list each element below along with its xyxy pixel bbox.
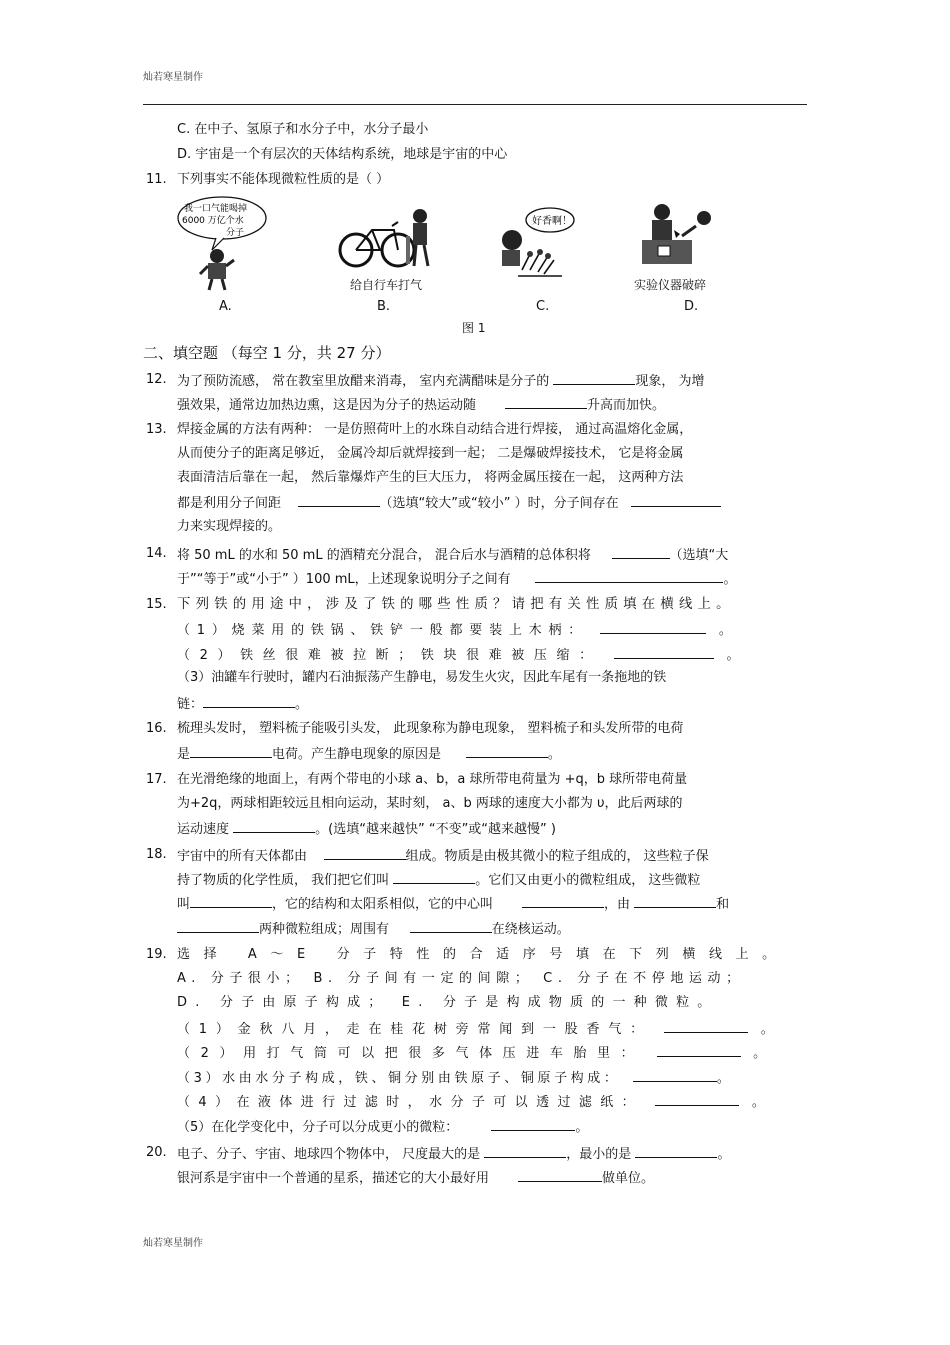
header-rule xyxy=(143,104,807,105)
q13-line4: 都是利用分子间距 （选填“较大”或“较小” ）时，分子间存在 xyxy=(177,493,721,513)
q15-line1: 下列铁的用途中，涉及了铁的哪些性质？请把有关性质填在横线上。 xyxy=(177,597,735,612)
q20-line1: 电子、分子、宇宙、地球四个物体中， 尺度最大的是 ，最小的是 。 xyxy=(177,1144,730,1164)
bubble-c-text: 好香啊！ xyxy=(532,216,572,227)
q18-number: 18. xyxy=(146,847,167,862)
figure-d-broken-equipment xyxy=(634,200,724,270)
bubble-a-line3: 分子 xyxy=(226,228,245,238)
q19-number: 19. xyxy=(146,947,167,962)
q13-line1: 焊接金属的方法有两种： 一是仿照荷叶上的水珠自动结合进行焊接， 通过高温熔化金属， xyxy=(177,422,693,437)
page-header: 灿若寒星制作 xyxy=(143,72,203,83)
q19-line7: （4）在液体进行过滤时，水分子可以透过滤纸： 。 xyxy=(177,1092,765,1112)
q19-line1: 选择 A～E 分子特性的合适序号填在下列横线上。 xyxy=(177,947,789,962)
figure-label-b: B. xyxy=(377,299,391,314)
section-title: 二、填空题 （每空 1 分，共 27 分） xyxy=(143,344,391,362)
q18-line2: 持了物质的化学性质， 我们把它们叫 。它们又由更小的微粒组成， 这些微粒 xyxy=(177,870,700,890)
q12-line2: 强效果，通常边加热边熏，这是因为分子的热运动随 升高而加快。 xyxy=(177,395,665,415)
page-footer: 灿若寒星制作 xyxy=(143,1238,203,1249)
q19-line3: D. 分子由原子构成； E. 分子是构成物质的一种微粒。 xyxy=(177,995,719,1010)
q10-option-c: C. 在中子、氢原子和水分子中，水分子最小 xyxy=(177,122,429,137)
q11-number: 11. xyxy=(146,172,167,187)
q18-line1: 宇宙中的所有天体都由 组成。物质是由极其微小的粒子组成的， 这些粒子保 xyxy=(177,846,709,866)
q12-line1: 为了预防流感， 常在教室里放醋来消毒， 室内充满醋味是分子的 现象， 为增 xyxy=(177,371,705,391)
q16-line2: 是 电荷。产生静电现象的原因是 。 xyxy=(177,744,561,764)
figure-label-d: D. xyxy=(684,299,699,314)
q16-line1: 梳理头发时， 塑料梳子能吸引头发， 此现象称为静电现象， 塑料梳子和头发所带的电荷 xyxy=(177,721,684,736)
q19-line8: （5）在化学变化中，分子可以分成更小的微粒： 。 xyxy=(177,1117,588,1137)
q14-line2: 于”“等于”或“小于” ）100 mL，上述现象说明分子之间有 。 xyxy=(177,569,736,589)
q18-line4: 两种微粒组成；周围有 在绕核运动。 xyxy=(177,919,570,939)
q19-line2: A. 分子很小； B. 分子间有一定的间隙； C. 分子在不停地运动； xyxy=(177,971,745,986)
q17-line1: 在光滑绝缘的地面上，有两个带电的小球 a、b，a 球所带电荷量为 +q，b 球所带电荷量 xyxy=(177,772,688,787)
q17-line3: 运动速度 。(选填“越来越快” “不变”或“越来越慢” ) xyxy=(177,819,556,839)
q17-line2: 为+2q，两球相距较远且相向运动，某时刻， a、b 两球的速度大小都为 υ，此后两球的 xyxy=(177,796,683,811)
bubble-a-line1: 我一口气能喝掉 xyxy=(184,204,248,214)
q19-line5: （2）用打气筒可以把很多气体压进车胎里： 。 xyxy=(177,1043,766,1063)
q13-line5: 力来实现焊接的。 xyxy=(177,519,282,534)
figure-a-boy-drinking xyxy=(172,196,272,292)
q19-line6: （3）水由水分子构成，铁、铜分别由铁原子、铜原子构成： 。 xyxy=(177,1068,730,1088)
figure-label-c: C. xyxy=(536,299,550,314)
q19-line4: （1）金秋八月，走在桂花树旁常闻到一股香气： 。 xyxy=(177,1019,774,1039)
q16-number: 16. xyxy=(146,721,167,736)
q13-line3: 表面清洁后靠在一起， 然后靠爆炸产生的巨大压力， 将两金属压接在一起， 这两种方法 xyxy=(177,470,684,485)
q15-line2: （1）烧菜用的铁锅、铁铲一般都要装上木柄： 。 xyxy=(177,620,732,640)
bubble-a-line2: 6000 万亿个水 xyxy=(182,216,244,226)
q11-stem: 下列事实不能体现微粒性质的是（ ） xyxy=(177,172,390,187)
q15-line4: （3）油罐车行驶时，罐内石油振荡产生静电，易发生火灾，因此车尾有一条拖地的铁 xyxy=(177,670,667,685)
q14-line1: 将 50 mL 的水和 50 mL 的酒精充分混合， 混合后水与酒精的总体积将 （选填“大 xyxy=(177,545,728,565)
q12-number: 12. xyxy=(146,372,167,387)
figure-c-girl-flowers xyxy=(482,204,582,284)
q15-line3: （2）铁丝很难被拉断；铁块很难被压缩： 。 xyxy=(177,645,740,665)
q20-number: 20. xyxy=(146,1145,167,1160)
figure-label-a: A. xyxy=(219,299,232,314)
q18-line3: 叫 ，它的结构和太阳系相似，它的中心叫 ，由 和 xyxy=(177,894,729,914)
q10-option-d: D. 宇宙是一个有层次的天体结构系统，地球是宇宙的中心 xyxy=(177,147,508,162)
q15-number: 15. xyxy=(146,597,167,612)
q20-line2: 银河系是宇宙中一个普通的星系，描述它的大小最好用 做单位。 xyxy=(177,1168,654,1188)
figure-b-caption: 给自行车打气 xyxy=(350,278,423,292)
q13-line2: 从而使分子的距离足够近， 金属冷却后就焊接到一起； 二是爆破焊接技术， 它是将金属 xyxy=(177,446,684,461)
figure-b-bicycle-pump xyxy=(336,202,444,272)
q17-number: 17. xyxy=(146,772,167,787)
q14-number: 14. xyxy=(146,546,167,561)
figure-caption: 图 1 xyxy=(462,321,486,335)
q15-line5: 链： 。 xyxy=(177,694,308,714)
figure-d-caption: 实验仪器破碎 xyxy=(634,278,707,292)
q13-number: 13. xyxy=(146,422,167,437)
